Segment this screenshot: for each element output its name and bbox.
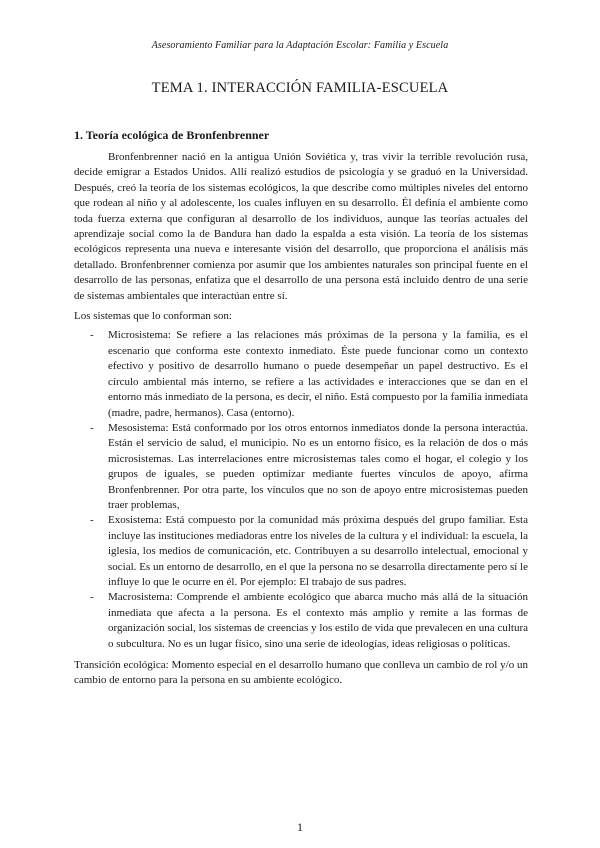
running-header: Asesoramiento Familiar para la Adaptación Escolar: Familia y Escuela <box>151 40 449 51</box>
bullet-dash: - <box>90 591 94 604</box>
bullet-dash: - <box>90 421 94 434</box>
list-item <box>74 590 528 652</box>
list-item <box>74 513 528 590</box>
list-item-text: Microsistema: Se refiere a las relaciones más próximas de la persona y la familia, es el escenario que conforma este contexto inmediato. Éste puede funcionar como un contexto efectivo y positivo de desarrollo humano o puede desempeñar un papel destructivo. Es el círculo ambiental más interno, se refiere a las actividades e interacciones que se dan en el entorno más inmediato de la persona, es decir, el niño. Está compuesto por la familia inmediata (madre, padre, hermanos). Casa (entorno). <box>108 329 528 419</box>
list-item-text: Mesosistema: Está conformado por los otros entornos inmediatos donde la persona interactúa. Están el servicio de salud, el municipio. No es un entorno físico, es la relación de dos o más microsistemas. Las interrelaciones entre microsistemas tales como el hogar, el colegio y los grupos de iguales, se pueden optimizar mediante fuertes vínculos de apoyo, afirma Bronfenbrenner. Por otra parte, los vínculos que no son de apoyo entre microsistemas pueden traer problemas, <box>108 421 528 511</box>
systems-list <box>74 328 528 652</box>
section-heading: 1. Teoría ecológica de Bronfenbrenner <box>74 128 270 142</box>
bullet-dash: - <box>90 329 94 342</box>
list-item <box>74 328 528 420</box>
list-item-text: Macrosistema: Comprende el ambiente ecológico que abarca mucho más allá de la situación inmediata que afecta a la persona. Es el contexto más amplio y remite a las formas de organización social, los sistemas de creencias y los estilo de vida que prevalecen en una cultura o subcultura. No es un lugar físico, sino una serie de ideologías, ideas religiosas o políticas. <box>108 591 528 650</box>
page-number: 1 <box>297 820 303 834</box>
intro-paragraph: Bronfenbrenner nació en la antigua Unión Soviética y, tras vivir la terrible revolución rusa, decide emigrar a Estados Unidos. Allí realizó estudios de psicología y se graduó en la Universidad. Después, creó la teoría de los sistemas ecológicos, la que describe como múltiples niveles del entorno que rodean al niño y al adolescente, los cuales influyen en su desarrollo. Él definía el ambiente como toda fuerza externa que configuran al desarrollo de los individuos, aunque las teorías actuales del aprendizaje social como la de Bandura han dado la espalda a esta visión. La teoría de los sistemas ecológicos representa una nueva e interesante visión del desarrollo, que proporciona el análisis más detallado. Bronfenbrenner comienza por asumir que los ambientes naturales son principal fuente en el desarrollo de las personas, enfatiza que el desarrollo de una persona está incluido dentro de una serie de sistemas ambientales que interactúan entre sí. <box>74 151 528 302</box>
transition-paragraph: Transición ecológica: Momento especial en el desarrollo humano que conlleva un cambio de rol y/o un cambio de entorno para la persona en su ambiente ecológico. <box>74 659 528 687</box>
body-text <box>74 150 528 689</box>
bullet-dash: - <box>90 514 94 527</box>
list-item-text: Exosistema: Está compuesto por la comunidad más próxima después del grupo familiar. Esta incluye las instituciones mediadoras entre los niveles de la cultura y el individual: la escuela, la iglesia, los medios de comunicación, etc. Contribuyen a su desarrollo intelectual, emocional y social. Es un entorno de desarrollo, en el que la persona no se desarrolla directamente pero sí le influye lo que le ocurre en él. Por ejemplo: El trabajo de sus padres. <box>108 514 528 588</box>
list-intro: Los sistemas que lo conforman son: <box>74 310 232 323</box>
page-title: TEMA 1. INTERACCIÓN FAMILIA-ESCUELA <box>151 80 449 96</box>
list-item <box>74 421 528 513</box>
